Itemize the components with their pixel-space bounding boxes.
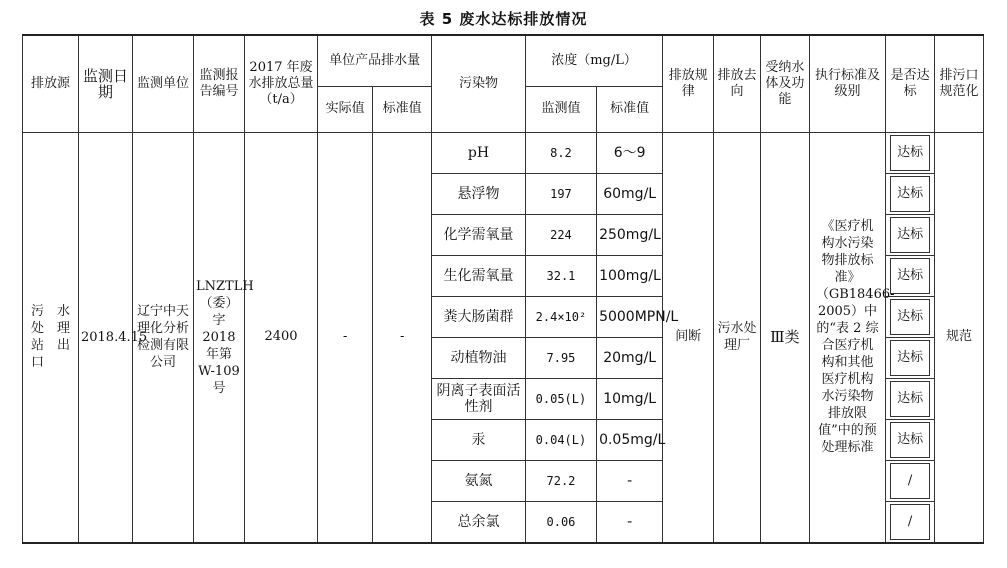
measured-value-cell: 0.05(L) <box>525 378 596 419</box>
header-discharge-pattern: 排放规律 <box>663 35 714 132</box>
standard-value-cell: 100mg/L <box>597 255 663 296</box>
header-compliant: 是否达标 <box>886 35 935 132</box>
compliance-result: 达标 <box>890 135 930 171</box>
standard-value-cell: 250mg/L <box>597 214 663 255</box>
table-body <box>23 132 984 543</box>
standard-value-cell: - <box>597 501 663 543</box>
date-cell: 2018.4.15 <box>78 132 132 543</box>
pollutant-cell: 阴离子表面活性剂 <box>432 378 526 419</box>
compliance-result: 达标 <box>890 176 930 212</box>
compliance-result: 达标 <box>890 381 930 417</box>
wastewater-discharge-table <box>22 34 984 544</box>
compliance-cell <box>886 337 935 378</box>
header-per-product-standard: 标准值 <box>373 86 432 132</box>
compliance-result: 达标 <box>890 422 930 458</box>
compliance-result: / <box>890 504 930 540</box>
compliance-result: 达标 <box>890 217 930 253</box>
compliance-cell <box>886 173 935 214</box>
annual-total-cell: 2400 <box>244 132 317 543</box>
compliance-result: / <box>890 463 930 499</box>
compliance-cell <box>886 419 935 460</box>
report-no-cell: LNZTLH（委）字 2018 年第 W-109 号 <box>194 132 245 543</box>
header-date: 监测日期 <box>78 35 132 132</box>
compliance-cell <box>886 501 935 543</box>
header-receiving-water: 受纳水体及功能 <box>760 35 809 132</box>
measured-value-cell: 2.4×10² <box>525 296 596 337</box>
standard-level-cell: 《医疗机构水污染物排放标准》（GB18466-2005）中的“表 2 综合医疗机构和其他医疗机构水污染物排放限值”中的预处理标准 <box>809 132 885 543</box>
pollutant-cell: 氨氮 <box>432 460 526 501</box>
standard-value-cell: 0.05mg/L <box>597 419 663 460</box>
header-per-product-actual: 实际值 <box>318 86 373 132</box>
standard-value-cell: 6～9 <box>597 132 663 173</box>
header-source: 排放源 <box>23 35 79 132</box>
header-standard-level: 执行标准及级别 <box>809 35 885 132</box>
standard-value-cell: 5000MPN/L <box>597 296 663 337</box>
per-product-actual-cell: - <box>318 132 373 543</box>
pollutant-cell: 生化需氧量 <box>432 255 526 296</box>
measured-value-cell: 0.04(L) <box>525 419 596 460</box>
receiving-water-cell: Ⅲ类 <box>760 132 809 543</box>
standard-value-cell: 10mg/L <box>597 378 663 419</box>
measured-value-cell: 8.2 <box>525 132 596 173</box>
compliance-cell <box>886 296 935 337</box>
unit-cell: 辽宁中天理化分析检测有限公司 <box>132 132 193 543</box>
compliance-cell <box>886 214 935 255</box>
pollutant-cell: 汞 <box>432 419 526 460</box>
measured-value-cell: 7.95 <box>525 337 596 378</box>
table-title: 表 5 废水达标排放情况 <box>419 10 588 28</box>
standard-value-cell: 60mg/L <box>597 173 663 214</box>
compliance-cell <box>886 460 935 501</box>
header-outlet-norm: 排污口规范化 <box>935 35 984 132</box>
header-report-no: 监测报告编号 <box>194 35 245 132</box>
discharge-dest-cell: 污水处理厂 <box>714 132 761 543</box>
pollutant-cell: 化学需氧量 <box>432 214 526 255</box>
pollutant-cell: 总余氯 <box>432 501 526 543</box>
header-conc-standard: 标准值 <box>597 86 663 132</box>
compliance-cell <box>886 378 935 419</box>
outlet-norm-cell: 规范 <box>935 132 984 543</box>
standard-value-cell: 20mg/L <box>597 337 663 378</box>
header-annual-total: 2017 年废水排放总量（t/a） <box>244 35 317 132</box>
header-unit: 监测单位 <box>132 35 193 132</box>
measured-value-cell: 0.06 <box>525 501 596 543</box>
per-product-standard-cell: - <box>373 132 432 543</box>
compliance-result: 达标 <box>890 258 930 294</box>
discharge-pattern-cell: 间断 <box>663 132 714 543</box>
header-pollutant: 污染物 <box>432 35 526 132</box>
source-cell: 污 水 处 理 站 出 口 <box>23 132 79 543</box>
compliance-result: 达标 <box>890 299 930 335</box>
compliance-cell <box>886 132 935 173</box>
header-per-product: 单位产品排水量 <box>318 35 432 86</box>
standard-value-cell: - <box>597 460 663 501</box>
pollutant-cell: 粪大肠菌群 <box>432 296 526 337</box>
pollutant-cell: pH <box>432 132 526 173</box>
measured-value-cell: 72.2 <box>525 460 596 501</box>
measured-value-cell: 197 <box>525 173 596 214</box>
table-row <box>23 132 984 173</box>
measured-value-cell: 224 <box>525 214 596 255</box>
pollutant-cell: 悬浮物 <box>432 173 526 214</box>
header-conc-measured: 监测值 <box>525 86 596 132</box>
pollutant-cell: 动植物油 <box>432 337 526 378</box>
measured-value-cell: 32.1 <box>525 255 596 296</box>
compliance-result: 达标 <box>890 340 930 376</box>
header-concentration: 浓度（mg/L） <box>525 35 662 86</box>
header-discharge-dest: 排放去向 <box>714 35 761 132</box>
